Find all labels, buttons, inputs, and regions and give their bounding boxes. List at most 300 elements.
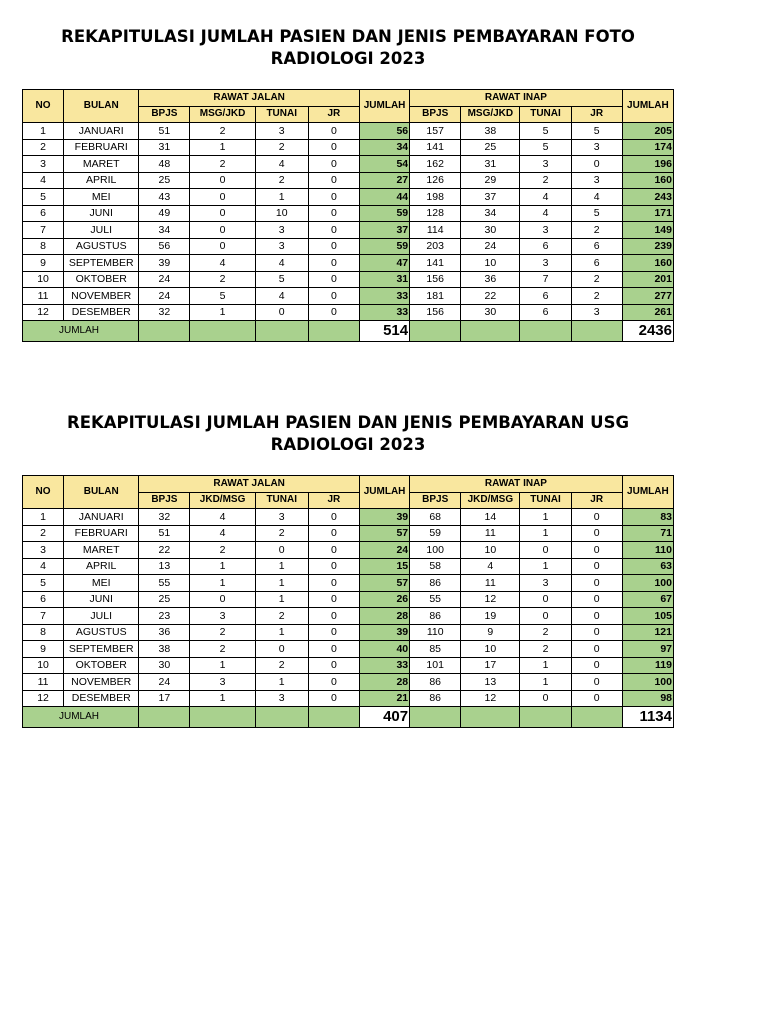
cell-rj: 36 (139, 624, 190, 641)
cell-rj: 3 (255, 690, 308, 707)
cell-rj: 55 (139, 575, 190, 592)
subheader-ri: JR (571, 492, 622, 509)
cell-rj: 49 (139, 205, 190, 222)
cell-rj-total: 28 (359, 674, 409, 691)
header-rawat-inap: RAWAT INAP (410, 90, 623, 107)
cell-ri-total: 105 (622, 608, 673, 625)
cell-ri: 86 (410, 608, 461, 625)
cell-ri: 55 (410, 591, 461, 608)
cell-rj: 0 (308, 304, 359, 321)
footer-rj-total: 514 (359, 321, 409, 342)
cell-rj: 0 (308, 139, 359, 156)
cell-rj-total: 54 (359, 156, 409, 173)
cell-rj: 0 (308, 608, 359, 625)
footer-empty (571, 707, 622, 728)
cell-rj-total: 28 (359, 608, 409, 625)
cell-rj: 0 (190, 205, 255, 222)
cell-bulan: NOVEMBER (64, 674, 139, 691)
cell-ri: 0 (520, 608, 571, 625)
cell-ri: 0 (571, 674, 622, 691)
cell-ri: 128 (410, 205, 461, 222)
cell-rj-total: 31 (359, 271, 409, 288)
cell-no: 4 (23, 558, 64, 575)
cell-rj-total: 57 (359, 575, 409, 592)
cell-bulan: JUNI (64, 205, 139, 222)
header-no: NO (23, 476, 64, 509)
cell-no: 9 (23, 641, 64, 658)
cell-ri: 3 (571, 139, 622, 156)
cell-rj: 0 (190, 222, 255, 239)
cell-ri: 1 (520, 657, 571, 674)
cell-ri: 0 (520, 591, 571, 608)
cell-rj: 5 (190, 288, 255, 305)
cell-ri: 13 (461, 674, 520, 691)
header-rawat-inap: RAWAT INAP (410, 476, 623, 493)
cell-ri: 0 (520, 542, 571, 559)
cell-rj-total: 33 (359, 304, 409, 321)
cell-rj: 4 (190, 509, 255, 526)
cell-ri-total: 201 (622, 271, 673, 288)
cell-ri: 0 (571, 657, 622, 674)
cell-ri: 0 (571, 690, 622, 707)
cell-ri-total: 277 (622, 288, 673, 305)
table-row (23, 624, 674, 641)
table-row (23, 608, 674, 625)
footer-empty (571, 321, 622, 342)
cell-bulan: OKTOBER (64, 657, 139, 674)
cell-rj: 2 (190, 271, 255, 288)
footer-ri-total: 2436 (622, 321, 673, 342)
subheader-ri: JKD/MSG (461, 492, 520, 509)
cell-ri-total: 98 (622, 690, 673, 707)
cell-ri-total: 83 (622, 509, 673, 526)
cell-ri: 5 (520, 139, 571, 156)
table-row (23, 575, 674, 592)
title-line: REKAPITULASI JUMLAH PASIEN DAN JENIS PEMBAYARAN FOTO (61, 27, 635, 46)
subheader-ri: JR (571, 106, 622, 123)
cell-rj: 4 (255, 255, 308, 272)
table-row (23, 205, 674, 222)
cell-ri: 10 (461, 641, 520, 658)
cell-ri-total: 100 (622, 674, 673, 691)
cell-ri-total: 239 (622, 238, 673, 255)
cell-rj: 1 (190, 139, 255, 156)
cell-ri: 2 (520, 641, 571, 658)
cell-rj: 2 (255, 172, 308, 189)
foto-title (22, 26, 674, 70)
cell-bulan: SEPTEMBER (64, 641, 139, 658)
table-row (23, 525, 674, 542)
subheader-rj: TUNAI (255, 492, 308, 509)
cell-no: 2 (23, 139, 64, 156)
subheader-ri: MSG/JKD (461, 106, 520, 123)
cell-rj: 0 (308, 624, 359, 641)
cell-no: 10 (23, 657, 64, 674)
cell-bulan: SEPTEMBER (64, 255, 139, 272)
footer-empty (308, 321, 359, 342)
cell-rj-total: 59 (359, 238, 409, 255)
footer-empty (190, 321, 255, 342)
cell-rj: 0 (308, 525, 359, 542)
cell-ri: 126 (410, 172, 461, 189)
cell-rj: 0 (308, 591, 359, 608)
cell-rj: 3 (255, 238, 308, 255)
cell-ri: 10 (461, 255, 520, 272)
title-line: RADIOLOGI 2023 (270, 49, 426, 68)
cell-rj-total: 15 (359, 558, 409, 575)
cell-ri: 12 (461, 591, 520, 608)
cell-rj: 3 (190, 608, 255, 625)
cell-ri: 4 (571, 189, 622, 206)
cell-ri: 0 (571, 156, 622, 173)
footer-empty (520, 707, 571, 728)
cell-rj: 31 (139, 139, 190, 156)
table-row (23, 641, 674, 658)
cell-ri: 30 (461, 222, 520, 239)
cell-rj: 0 (308, 690, 359, 707)
cell-no: 6 (23, 205, 64, 222)
cell-rj: 24 (139, 271, 190, 288)
footer-empty (255, 707, 308, 728)
cell-ri: 9 (461, 624, 520, 641)
cell-rj: 1 (190, 690, 255, 707)
cell-ri: 0 (571, 509, 622, 526)
cell-ri: 59 (410, 525, 461, 542)
cell-rj: 2 (190, 542, 255, 559)
cell-ri: 141 (410, 139, 461, 156)
cell-no: 4 (23, 172, 64, 189)
footer-empty (461, 707, 520, 728)
footer-empty (255, 321, 308, 342)
cell-rj: 24 (139, 288, 190, 305)
cell-ri: 11 (461, 525, 520, 542)
cell-bulan: DESEMBER (64, 304, 139, 321)
header-no: NO (23, 90, 64, 123)
table-row (23, 255, 674, 272)
cell-rj: 48 (139, 156, 190, 173)
cell-rj: 34 (139, 222, 190, 239)
cell-ri: 37 (461, 189, 520, 206)
cell-ri: 86 (410, 575, 461, 592)
cell-ri: 0 (571, 575, 622, 592)
cell-ri: 156 (410, 304, 461, 321)
table-row (23, 222, 674, 239)
cell-rj-total: 33 (359, 288, 409, 305)
cell-rj: 0 (308, 156, 359, 173)
usg-section (22, 412, 674, 725)
usg-title (22, 412, 674, 456)
header-row (23, 476, 674, 493)
cell-rj: 4 (255, 156, 308, 173)
cell-rj: 51 (139, 123, 190, 140)
cell-no: 6 (23, 591, 64, 608)
cell-ri: 198 (410, 189, 461, 206)
cell-ri: 29 (461, 172, 520, 189)
footer-empty (139, 321, 190, 342)
cell-rj: 0 (308, 542, 359, 559)
cell-ri: 114 (410, 222, 461, 239)
cell-ri: 31 (461, 156, 520, 173)
cell-ri: 7 (520, 271, 571, 288)
cell-rj: 0 (308, 238, 359, 255)
cell-ri: 3 (520, 575, 571, 592)
cell-rj: 2 (190, 641, 255, 658)
cell-rj: 24 (139, 674, 190, 691)
cell-rj-total: 33 (359, 657, 409, 674)
cell-ri: 24 (461, 238, 520, 255)
cell-no: 1 (23, 509, 64, 526)
cell-bulan: APRIL (64, 558, 139, 575)
cell-ri-total: 121 (622, 624, 673, 641)
cell-rj: 1 (255, 591, 308, 608)
cell-no: 5 (23, 189, 64, 206)
cell-rj: 0 (308, 189, 359, 206)
table-row (23, 288, 674, 305)
header-jumlah-ri: JUMLAH (622, 476, 673, 509)
header-bulan: BULAN (64, 476, 139, 509)
cell-rj-total: 26 (359, 591, 409, 608)
cell-ri: 141 (410, 255, 461, 272)
cell-ri: 85 (410, 641, 461, 658)
cell-rj: 43 (139, 189, 190, 206)
table-row (23, 558, 674, 575)
cell-rj-total: 47 (359, 255, 409, 272)
footer-rj-total: 407 (359, 707, 409, 728)
header-rawat-jalan: RAWAT JALAN (139, 476, 360, 493)
cell-ri-total: 71 (622, 525, 673, 542)
cell-rj: 51 (139, 525, 190, 542)
subheader-ri: TUNAI (520, 106, 571, 123)
cell-ri-total: 174 (622, 139, 673, 156)
cell-ri: 1 (520, 525, 571, 542)
cell-rj: 2 (190, 156, 255, 173)
table-row (23, 674, 674, 691)
cell-rj-total: 27 (359, 172, 409, 189)
cell-ri: 86 (410, 674, 461, 691)
cell-rj: 0 (308, 558, 359, 575)
subheader-ri: BPJS (410, 106, 461, 123)
cell-ri: 36 (461, 271, 520, 288)
cell-ri: 68 (410, 509, 461, 526)
cell-ri: 58 (410, 558, 461, 575)
cell-no: 3 (23, 542, 64, 559)
cell-ri: 12 (461, 690, 520, 707)
cell-rj: 3 (255, 123, 308, 140)
cell-ri: 25 (461, 139, 520, 156)
cell-ri: 203 (410, 238, 461, 255)
table-row (23, 304, 674, 321)
cell-ri: 5 (571, 123, 622, 140)
cell-bulan: FEBRUARI (64, 525, 139, 542)
cell-rj-total: 21 (359, 690, 409, 707)
cell-rj: 2 (255, 525, 308, 542)
cell-rj: 3 (190, 674, 255, 691)
cell-ri: 101 (410, 657, 461, 674)
cell-no: 8 (23, 624, 64, 641)
subheader-rj: BPJS (139, 492, 190, 509)
cell-no: 11 (23, 674, 64, 691)
cell-ri: 0 (571, 542, 622, 559)
footer-label: JUMLAH (23, 321, 139, 342)
cell-rj: 2 (255, 657, 308, 674)
cell-rj: 1 (190, 558, 255, 575)
cell-rj: 1 (190, 657, 255, 674)
cell-rj: 56 (139, 238, 190, 255)
cell-ri-total: 160 (622, 172, 673, 189)
usg-table (22, 475, 674, 728)
cell-ri-total: 63 (622, 558, 673, 575)
footer-empty (308, 707, 359, 728)
header-jumlah-rj: JUMLAH (359, 90, 409, 123)
title-line: RADIOLOGI 2023 (270, 435, 426, 454)
cell-ri: 86 (410, 690, 461, 707)
cell-ri-total: 160 (622, 255, 673, 272)
cell-rj: 1 (255, 575, 308, 592)
cell-rj: 13 (139, 558, 190, 575)
cell-no: 7 (23, 222, 64, 239)
table-row (23, 271, 674, 288)
subheader-rj: MSG/JKD (190, 106, 255, 123)
cell-ri: 3 (520, 255, 571, 272)
cell-rj: 39 (139, 255, 190, 272)
cell-ri: 0 (571, 591, 622, 608)
cell-ri: 0 (571, 558, 622, 575)
cell-ri: 2 (571, 288, 622, 305)
cell-no: 11 (23, 288, 64, 305)
cell-ri-total: 110 (622, 542, 673, 559)
cell-rj: 30 (139, 657, 190, 674)
cell-ri: 2 (571, 222, 622, 239)
cell-ri-total: 97 (622, 641, 673, 658)
header-row (23, 90, 674, 107)
subheader-rj: JKD/MSG (190, 492, 255, 509)
cell-no: 1 (23, 123, 64, 140)
cell-ri: 22 (461, 288, 520, 305)
cell-rj: 0 (308, 509, 359, 526)
cell-ri-total: 196 (622, 156, 673, 173)
cell-rj: 2 (190, 624, 255, 641)
cell-ri-total: 67 (622, 591, 673, 608)
cell-ri: 6 (520, 304, 571, 321)
table-row (23, 591, 674, 608)
cell-rj: 5 (255, 271, 308, 288)
cell-bulan: MEI (64, 575, 139, 592)
cell-ri: 6 (571, 238, 622, 255)
subheader-ri: BPJS (410, 492, 461, 509)
cell-ri: 100 (410, 542, 461, 559)
table-row (23, 156, 674, 173)
cell-ri-total: 149 (622, 222, 673, 239)
cell-rj: 0 (308, 205, 359, 222)
cell-rj: 0 (308, 255, 359, 272)
subheader-rj: JR (308, 106, 359, 123)
cell-rj: 0 (308, 657, 359, 674)
cell-rj: 0 (308, 222, 359, 239)
cell-bulan: AGUSTUS (64, 238, 139, 255)
subheader-rj: TUNAI (255, 106, 308, 123)
subheader-rj: JR (308, 492, 359, 509)
footer-empty (461, 321, 520, 342)
cell-ri: 6 (520, 238, 571, 255)
footer-label: JUMLAH (23, 707, 139, 728)
cell-rj: 10 (255, 205, 308, 222)
cell-rj: 3 (255, 509, 308, 526)
cell-rj: 0 (190, 172, 255, 189)
cell-no: 9 (23, 255, 64, 272)
cell-rj: 25 (139, 172, 190, 189)
cell-rj: 0 (255, 542, 308, 559)
cell-rj: 38 (139, 641, 190, 658)
cell-ri: 157 (410, 123, 461, 140)
cell-ri: 5 (520, 123, 571, 140)
cell-bulan: MARET (64, 156, 139, 173)
cell-rj: 0 (308, 674, 359, 691)
table-row (23, 139, 674, 156)
cell-ri: 0 (571, 608, 622, 625)
cell-ri-total: 119 (622, 657, 673, 674)
footer-ri-total: 1134 (622, 707, 673, 728)
header-bulan: BULAN (64, 90, 139, 123)
cell-rj-total: 40 (359, 641, 409, 658)
cell-rj: 23 (139, 608, 190, 625)
cell-no: 3 (23, 156, 64, 173)
cell-ri: 1 (520, 558, 571, 575)
cell-ri: 17 (461, 657, 520, 674)
footer-empty (139, 707, 190, 728)
cell-ri: 2 (520, 624, 571, 641)
cell-rj: 0 (308, 271, 359, 288)
cell-ri: 4 (461, 558, 520, 575)
cell-ri: 181 (410, 288, 461, 305)
cell-bulan: APRIL (64, 172, 139, 189)
cell-bulan: FEBRUARI (64, 139, 139, 156)
cell-rj: 0 (308, 172, 359, 189)
title-line: REKAPITULASI JUMLAH PASIEN DAN JENIS PEMBAYARAN USG (66, 413, 629, 432)
cell-ri: 30 (461, 304, 520, 321)
cell-bulan: JULI (64, 222, 139, 239)
cell-rj: 32 (139, 304, 190, 321)
cell-bulan: JULI (64, 608, 139, 625)
cell-ri: 3 (571, 304, 622, 321)
cell-bulan: AGUSTUS (64, 624, 139, 641)
table-row (23, 123, 674, 140)
cell-ri: 162 (410, 156, 461, 173)
cell-no: 10 (23, 271, 64, 288)
cell-rj-total: 24 (359, 542, 409, 559)
cell-ri: 0 (571, 641, 622, 658)
cell-rj: 1 (255, 558, 308, 575)
cell-rj: 2 (255, 608, 308, 625)
cell-bulan: MEI (64, 189, 139, 206)
cell-rj: 0 (190, 189, 255, 206)
cell-ri: 0 (571, 525, 622, 542)
footer-row (23, 321, 674, 342)
table-row (23, 172, 674, 189)
cell-rj: 0 (190, 591, 255, 608)
cell-rj: 1 (255, 674, 308, 691)
cell-rj: 1 (190, 304, 255, 321)
cell-rj: 2 (190, 123, 255, 140)
cell-rj: 1 (255, 624, 308, 641)
cell-rj: 17 (139, 690, 190, 707)
cell-rj: 22 (139, 542, 190, 559)
header-jumlah-rj: JUMLAH (359, 476, 409, 509)
footer-empty (410, 707, 461, 728)
cell-rj-total: 39 (359, 509, 409, 526)
cell-ri: 38 (461, 123, 520, 140)
cell-ri: 3 (520, 222, 571, 239)
foto-section (22, 26, 674, 339)
